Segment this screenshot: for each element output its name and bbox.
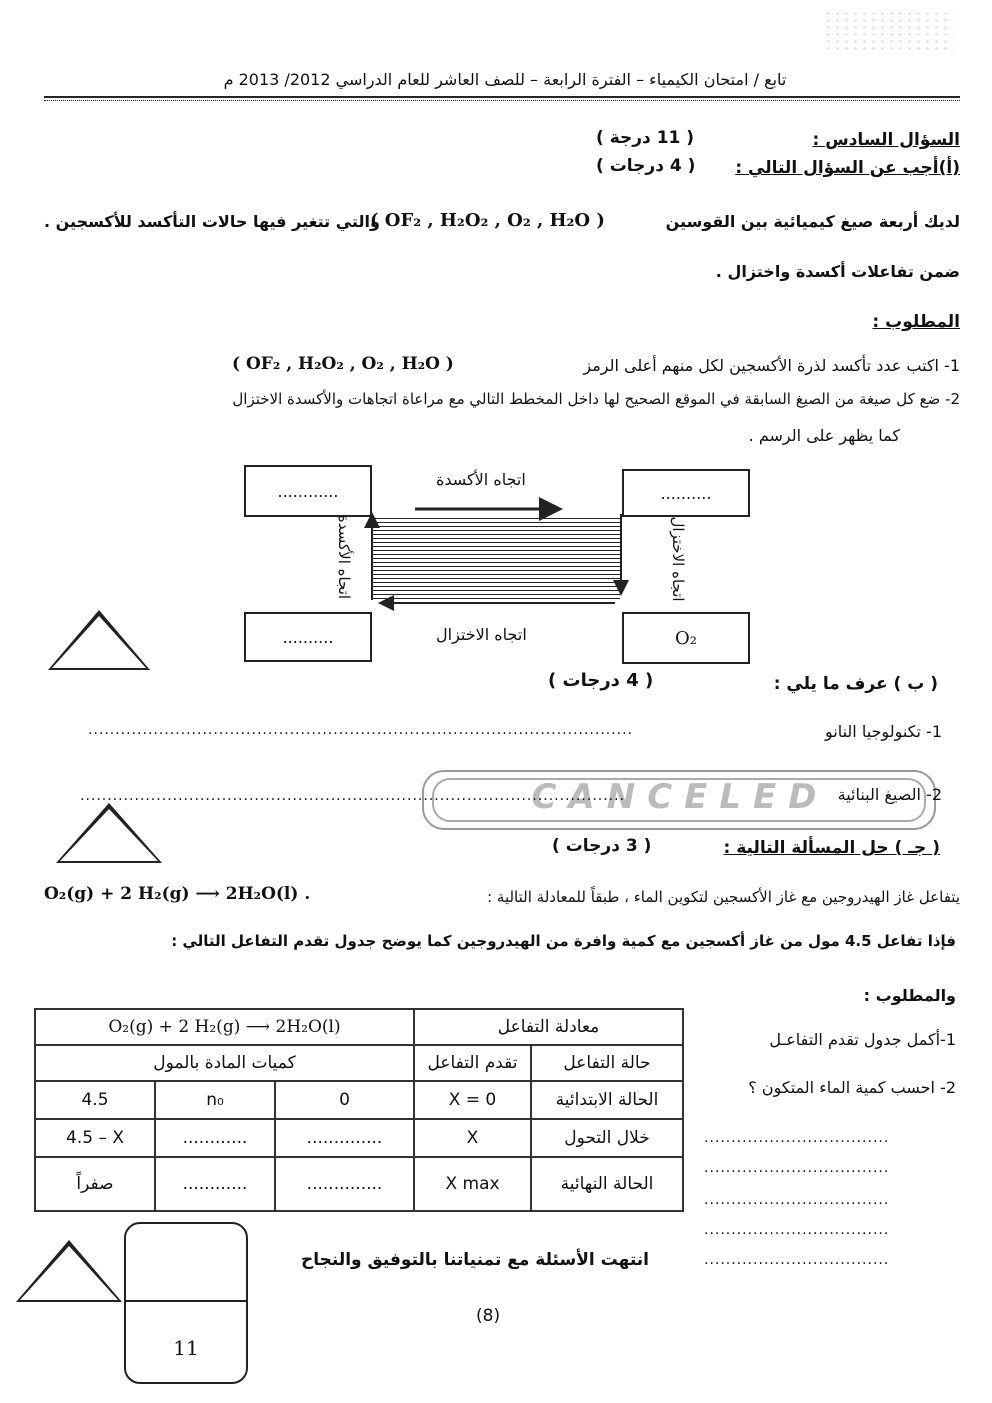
table-row bbox=[35, 1119, 683, 1157]
cell-o2: 4.5 bbox=[35, 1081, 155, 1119]
part-c-title: ( جـ ) حل المسألة التالية : bbox=[723, 838, 940, 858]
cell-progress: X = 0 bbox=[414, 1081, 531, 1119]
table-equation: O₂(g) + 2 H₂(g) ⟶ 2H₂O(l) bbox=[35, 1009, 414, 1045]
part-a-title: (أ)أجب عن السؤال التالي : bbox=[735, 158, 960, 178]
intro-prefix: لديك أربعة صيغ كيميائية بين القوسين bbox=[665, 212, 960, 231]
cell-h2: ............ bbox=[155, 1119, 275, 1157]
cell-state: الحالة الابتدائية bbox=[531, 1081, 683, 1119]
part-c-req2: 2- احسب كمية الماء المتكون ؟ bbox=[748, 1078, 956, 1097]
part-c-req1: 1-أكمل جدول تقدم التفاعـل bbox=[769, 1030, 956, 1049]
top-right-box: .......... bbox=[622, 469, 750, 517]
required-label: المطلوب : bbox=[872, 312, 960, 332]
header-rule bbox=[44, 96, 960, 101]
cell-state: الحالة النهائية bbox=[531, 1157, 683, 1211]
cell-h2o: 0 bbox=[275, 1081, 414, 1119]
top-left-box: ............ bbox=[244, 465, 372, 517]
table-row bbox=[35, 1081, 683, 1119]
table-state-header: حالة التفاعل bbox=[531, 1045, 683, 1081]
part-b-item1-dots: .................................................................................................... bbox=[88, 722, 634, 738]
top-arrow-label: اتجاه الأكسدة bbox=[436, 470, 526, 489]
item2-line2: كما يظهر على الرسم . bbox=[748, 426, 900, 445]
page-number: (8) bbox=[476, 1306, 501, 1326]
intro-line2: ضمن تفاعلات أكسدة واختزال . bbox=[715, 262, 960, 281]
question-title: السؤال السادس : bbox=[812, 130, 960, 150]
cell-h2o: .............. bbox=[275, 1119, 414, 1157]
part-c-required: والمطلوب : bbox=[863, 986, 956, 1005]
part-c-line2: فإذا تفاعل 4.5 مول من غاز أكسجين مع كمية وافرة من الهيدروجين كما يوضح جدول تقدم التفاعل التالي : bbox=[171, 932, 956, 950]
table-amounts-header: كميات المادة بالمول bbox=[35, 1045, 414, 1081]
intro-formulas: ( OF₂ , H₂O₂ , O₂ , H₂O ) bbox=[370, 210, 605, 231]
scan-speckle bbox=[824, 10, 954, 50]
cell-h2o: .............. bbox=[275, 1157, 414, 1211]
part-b-marks: ( 4 درجات ) bbox=[548, 670, 654, 691]
part-c-marks: ( 3 درجات ) bbox=[552, 836, 652, 856]
left-vertical-label: اتجاه الأكسدة bbox=[335, 514, 353, 600]
answer-line-5: .................................. bbox=[704, 1252, 890, 1268]
answer-line-3: .................................. bbox=[704, 1192, 890, 1208]
table-progress-header: تقدم التفاعل bbox=[414, 1045, 531, 1081]
cell-h2: n₀ bbox=[155, 1081, 275, 1119]
score-value: 11 bbox=[173, 1336, 199, 1360]
right-vertical-label: اتجاه الاختزال bbox=[669, 516, 687, 602]
cell-o2: 4.5 – X bbox=[35, 1119, 155, 1157]
score-box bbox=[124, 1222, 248, 1384]
triangle-mark-3-inner bbox=[20, 1246, 118, 1300]
part-c-equation: O₂(g) + 2 H₂(g) ⟶ 2H₂O(l) . bbox=[44, 884, 311, 904]
item1-text: 1- اكتب عدد تأكسد لذرة الأكسجين لكل منهم أعلى الرمز bbox=[583, 356, 960, 375]
answer-line-2: .................................. bbox=[704, 1160, 890, 1176]
intro-suffix: والتي تتغير فيها حالات التأكسد للأكسجين . bbox=[44, 212, 380, 231]
table-row bbox=[35, 1157, 683, 1211]
triangle-mark-1-inner bbox=[52, 616, 146, 668]
bottom-arrow-label: اتجاه الاختزال bbox=[436, 625, 527, 644]
question-marks: ( 11 درجة ) bbox=[596, 128, 695, 148]
part-a-marks: ( 4 درجات ) bbox=[596, 156, 696, 176]
part-b-title: ( ب ) عرف ما يلي : bbox=[773, 674, 938, 694]
bottom-left-box: .......... bbox=[244, 612, 372, 662]
triangle-mark-2-inner bbox=[60, 809, 158, 861]
page-header: تابع / امتحان الكيمياء – الفترة الرابعة – للصف العاشر للعام الدراسي 2012/ 2013 م bbox=[223, 70, 787, 89]
answer-line-4: .................................. bbox=[704, 1222, 890, 1238]
item2-line1: 2- ضع كل صيغة من الصيغ السابقة في الموقع الصحيح لها داخل المخطط التالي مع مراعاة اتجاهات والأكسدة الاختزال bbox=[232, 390, 960, 408]
bottom-right-box: O₂ bbox=[622, 612, 750, 664]
cell-h2: ............ bbox=[155, 1157, 275, 1211]
cell-progress: X max bbox=[414, 1157, 531, 1211]
canceled-stamp-text: CANCELED bbox=[531, 777, 829, 817]
item1-formulas: ( OF₂ , H₂O₂ , O₂ , H₂O ) bbox=[232, 354, 454, 374]
table-equation-header: معادلة التفاعل bbox=[414, 1009, 683, 1045]
part-b-item2-dots: .................................................................................................... bbox=[80, 788, 626, 804]
cell-progress: X bbox=[414, 1119, 531, 1157]
part-b-item2: 2- الصيغ البنائية bbox=[837, 785, 942, 804]
score-box-divider bbox=[126, 1300, 246, 1302]
closing-text: انتهت الأسئلة مع تمنياتنا بالتوفيق والنجاح bbox=[301, 1250, 649, 1270]
reaction-progress-table bbox=[34, 1008, 684, 1212]
cell-state: خلال التحول bbox=[531, 1119, 683, 1157]
answer-line-1: .................................. bbox=[704, 1130, 890, 1146]
cell-o2: صفراً bbox=[35, 1157, 155, 1211]
part-c-line1-text: يتفاعل غاز الهيدروجين مع غاز الأكسجين لتكوين الماء ، طبقاً للمعادلة التالية : bbox=[487, 888, 960, 906]
part-b-item1: 1- تكنولوجيا النانو bbox=[825, 722, 942, 741]
